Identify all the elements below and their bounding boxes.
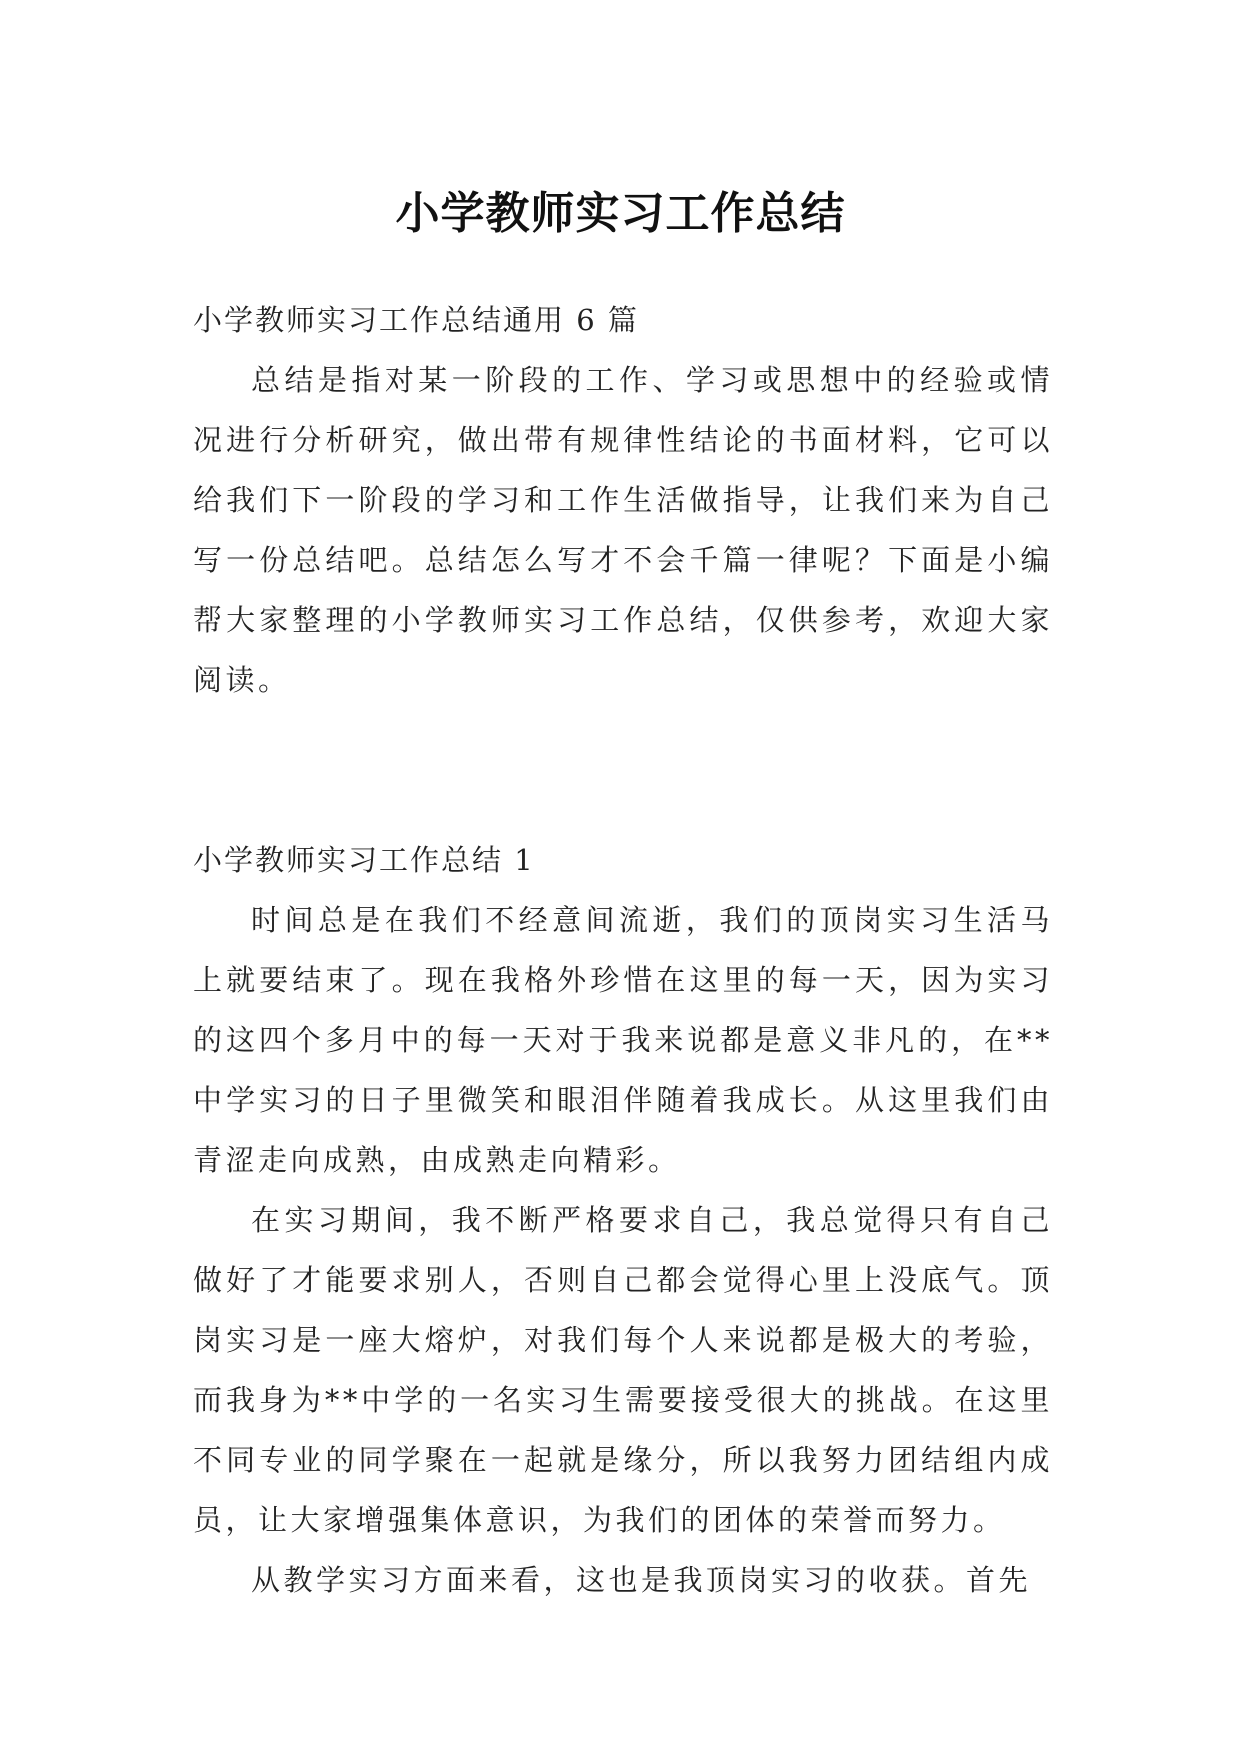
document-title: 小学教师实习工作总结 [395, 188, 846, 240]
section-paragraph-3: 从教学实习方面来看，这也是我顶岗实习的收获。首先 [251, 1563, 1032, 1597]
document-subtitle: 小学教师实习工作总结通用 6 篇 [193, 303, 639, 337]
intro-paragraph: 总结是指对某一阶段的工作、学习或思想中的经验或情况进行分析研究，做出带有规律性结论的书面材料，它可以给我们下一阶段的学习和工作生活做指导，让我们来为自己写一份总结吧。总结怎么写才不会千篇一律呢？下面是小编帮大家整理的小学教师实习工作总结，仅供参考，欢迎大家阅读。 [193, 363, 1053, 697]
section-paragraph-1: 时间总是在我们不经意间流逝，我们的顶岗实习生活马上就要结束了。现在我格外珍惜在这里的每一天，因为实习的这四个多月中的每一天对于我来说都是意义非凡的，在**中学实习的日子里微笑和眼泪伴随着我成长。从这里我们由青涩走向成熟，由成熟走向精彩。 [193, 903, 1053, 1177]
section-heading: 小学教师实习工作总结 1 [193, 843, 535, 877]
section-paragraph-2: 在实习期间，我不断严格要求自己，我总觉得只有自己做好了才能要求别人，否则自己都会觉得心里上没底气。顶岗实习是一座大熔炉，对我们每个人来说都是极大的考验，而我身为**中学的一名实习生需要接受很大的挑战。在这里不同专业的同学聚在一起就是缘分，所以我努力团结组内成员，让大家增强集体意识，为我们的团体的荣誉而努力。 [193, 1203, 1053, 1537]
document-body [193, 290, 1053, 1610]
section-spacer [193, 710, 1053, 830]
